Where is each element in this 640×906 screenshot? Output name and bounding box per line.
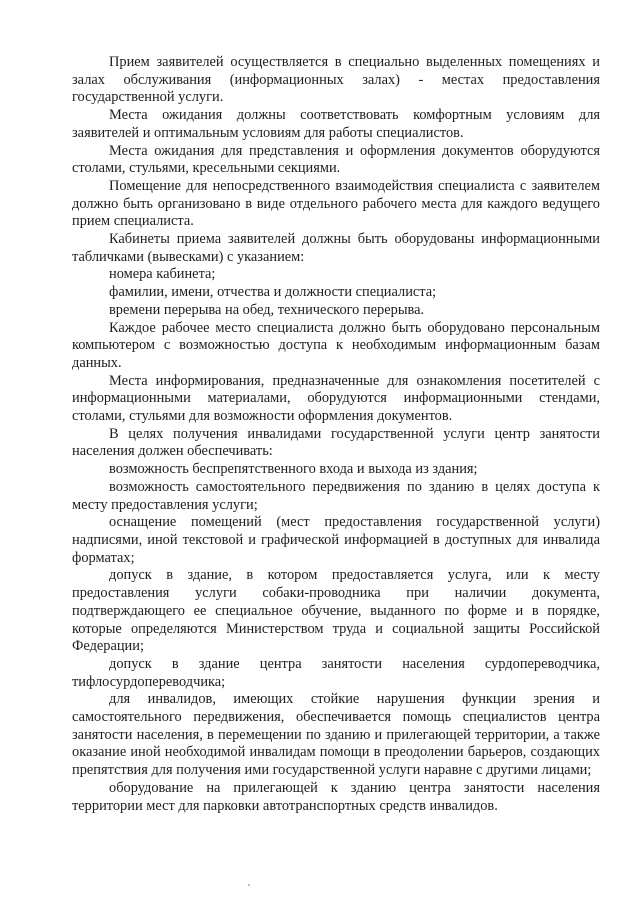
- paragraph-reception-halls: Прием заявителей осуществляется в специально выделенных помещениях и залах обслуживания (информационных залах) - местах предоставления государственной услуги.: [72, 54, 600, 106]
- list-item-office-number: номера кабинета;: [109, 266, 216, 283]
- document-page: [72, 54, 600, 815]
- paragraph-workplace: Помещение для непосредственного взаимодействия специалиста с заявителем должно быть организовано в виде отдельного рабочего места для каждого ведущего прием специалиста.: [72, 177, 600, 230]
- paragraph-waiting-comfort: Места ожидания должны соответствовать комфортным условиям для заявителей и оптимальным условиям для работы специалистов.: [72, 107, 600, 141]
- list-item-break-time: времени перерыва на обед, технического перерыва.: [109, 301, 425, 318]
- paragraph-disabled-access-intro: В целях получения инвалидами государственной услуги центр занятости населения должен обеспечивать:: [72, 425, 600, 460]
- list-item-signage: оснащение помещений (мест предоставления государственной услуги) надписями, иной текстовой и графической информацией в доступных для инвалида форматах;: [72, 514, 600, 566]
- list-item-specialist-name: фамилии, имени, отчества и должности специалиста;: [109, 284, 437, 301]
- list-item-interpreter: допуск в здание центра занятости населения сурдопереводчика, тифлосурдопереводчика;: [72, 655, 600, 690]
- list-item-guide-dog: допуск в здание, в котором предоставляется услуга, или к месту предоставления услуги собаки-проводника при наличии документа, подтверждающего ее специальное обучение, выданного по форме и в порядке, которые определяются Министерством труда и социальной защиты Российской Федерации;: [72, 567, 600, 655]
- list-item-entry-exit: возможность беспрепятственного входа и выхода из здания;: [109, 461, 478, 478]
- paragraph-office-signs: Кабинеты приема заявителей должны быть оборудованы информационными табличками (вывесками) с указанием:: [72, 231, 600, 265]
- paragraph-info-stands: Места информирования, предназначенные для ознакомления посетителей с информационными материалами, оборудуются информационными стендами, столами, стульями для возможности оформления документов.: [72, 372, 600, 425]
- paragraph-waiting-furniture: Места ожидания для представления и оформления документов оборудуются столами, стульями, кресельными секциями.: [72, 142, 600, 177]
- scan-speck: [248, 884, 250, 886]
- list-item-parking: оборудование на прилегающей к зданию центра занятости населения территории мест для парковки автотранспортных средств инвалидов.: [72, 779, 600, 814]
- paragraph-computer: Каждое рабочее место специалиста должно быть оборудовано персональным компьютером с возможностью доступа к необходимым информационным базам данных.: [72, 319, 600, 371]
- list-item-movement: возможность самостоятельного передвижения по зданию в целях доступа к месту предоставления услуги;: [72, 478, 600, 513]
- list-item-assistance: для инвалидов, имеющих стойкие нарушения функции зрения и самостоятельного передвижения, обеспечивается помощь специалистов центра занятости населения, в перемещении по зданию и прилегающей территории, а также оказание иной необходимой инвалидам помощи в преодолении барьеров, создающих препятствия для получения ими государственной услуги наравне с другими лицами;: [72, 691, 600, 779]
